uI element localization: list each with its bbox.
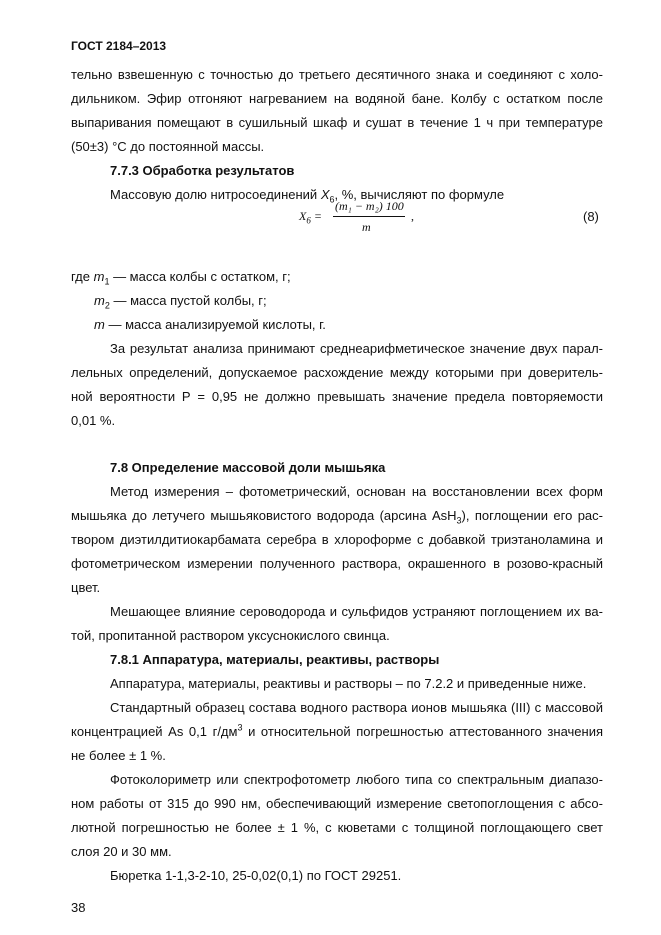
text-line: Мешающее влияние сероводорода и сульфидов устраняют поглощением их ва-	[110, 604, 603, 619]
where-line: где $m_1$ — масса колбы с остатком, г;	[71, 269, 291, 287]
formula-numerator: (m₁ − m₂) 100	[335, 199, 404, 213]
text-line: лельных определений, допускаемое расхождение между которыми при доверитель-	[71, 365, 603, 380]
formula-lhs: $X_6$ =	[299, 209, 322, 226]
text-line: Бюретка 1-1,3-2-10, 25-0,02(0,1) по ГОСТ 29251.	[110, 868, 402, 883]
text-line: лютной погрешностью не более ± 1 %, с кюветами с толщиной поглощающего свет	[71, 820, 603, 835]
text-line: Стандартный образец состава водного раствора ионов мышьяка (III) с массовой	[110, 700, 603, 715]
section-title-7-7-3: 7.7.3 Обработка результатов	[110, 163, 295, 178]
text-line: Фотоколориметр или спектрофотометр любого типа со спектральным диапазо-	[110, 772, 603, 787]
text-line: За результат анализа принимают среднеарифметическое значение двух парал-	[110, 341, 603, 356]
section-title-7-8-1: 7.8.1 Аппаратура, материалы, реактивы, растворы	[110, 652, 440, 667]
document-header: ГОСТ 2184–2013	[71, 39, 167, 53]
text-line: концентрацией As 0,1 $г/дм^3$ и относительной погрешностью аттестованного значения	[71, 722, 603, 739]
text-line: той, пропитанной раствором уксуснокислого свинца.	[71, 628, 390, 643]
page-number: 38	[71, 900, 86, 915]
text-line: выпаривания помещают в сушильный шкаф и сушат в течение 1 ч при температуре	[71, 115, 603, 130]
where-line: $m_2$ — масса пустой колбы, г;	[94, 293, 267, 311]
text-line: 0,01 %.	[71, 413, 116, 428]
text-line: не более ± 1 %.	[71, 748, 166, 763]
formula-intro: Массовую долю нитросоединений $X_6$, %, вычисляют по формуле	[110, 187, 505, 205]
where-line: m — масса анализируемой кислоты, г.	[94, 317, 326, 332]
text-line: мышьяка до летучего мышьяковистого водорода (арсина AsH$_3$), поглощении его рас-	[71, 508, 603, 526]
text-line: слоя 20 и 30 мм.	[71, 844, 172, 859]
text-line: ном работы от 315 до 990 нм, обеспечивающий измерение светопоглощения с абсо-	[71, 796, 603, 811]
text-line: Метод измерения – фотометрический, основан на восстановлении всех форм	[110, 484, 603, 499]
text-line: фотометрическом измерении полученного раствора, окрашенного в розово-красный	[71, 556, 603, 571]
fraction-bar	[333, 216, 405, 217]
text-line: цвет.	[71, 580, 101, 595]
text-line: дильником. Эфир отгоняют нагреванием на водяной бане. Колбу с остатком после	[71, 91, 603, 106]
section-title-7-8: 7.8 Определение массовой доли мышьяка	[110, 460, 386, 475]
formula-denominator: m	[362, 220, 371, 234]
equation-number: (8)	[583, 209, 599, 224]
text-line: твором диэтилдитиокарбамата серебра в хлороформе с добавкой триэтаноламина и	[71, 532, 603, 547]
formula-8: $X_6$ = (m₁ − m₂) 100 m ,	[299, 199, 414, 234]
text-line: ной вероятности Р = 0,95 не должно превышать значение предела повторяемости	[71, 389, 603, 404]
text-line: (50±3) °С до постоянной массы.	[71, 139, 265, 154]
text-line: Аппаратура, материалы, реактивы и растворы – по 7.2.2 и приведенные ниже.	[110, 676, 587, 691]
text-line: тельно взвешенную с точностью до третьего десятичного знака и соединяют с холо-	[71, 67, 603, 82]
